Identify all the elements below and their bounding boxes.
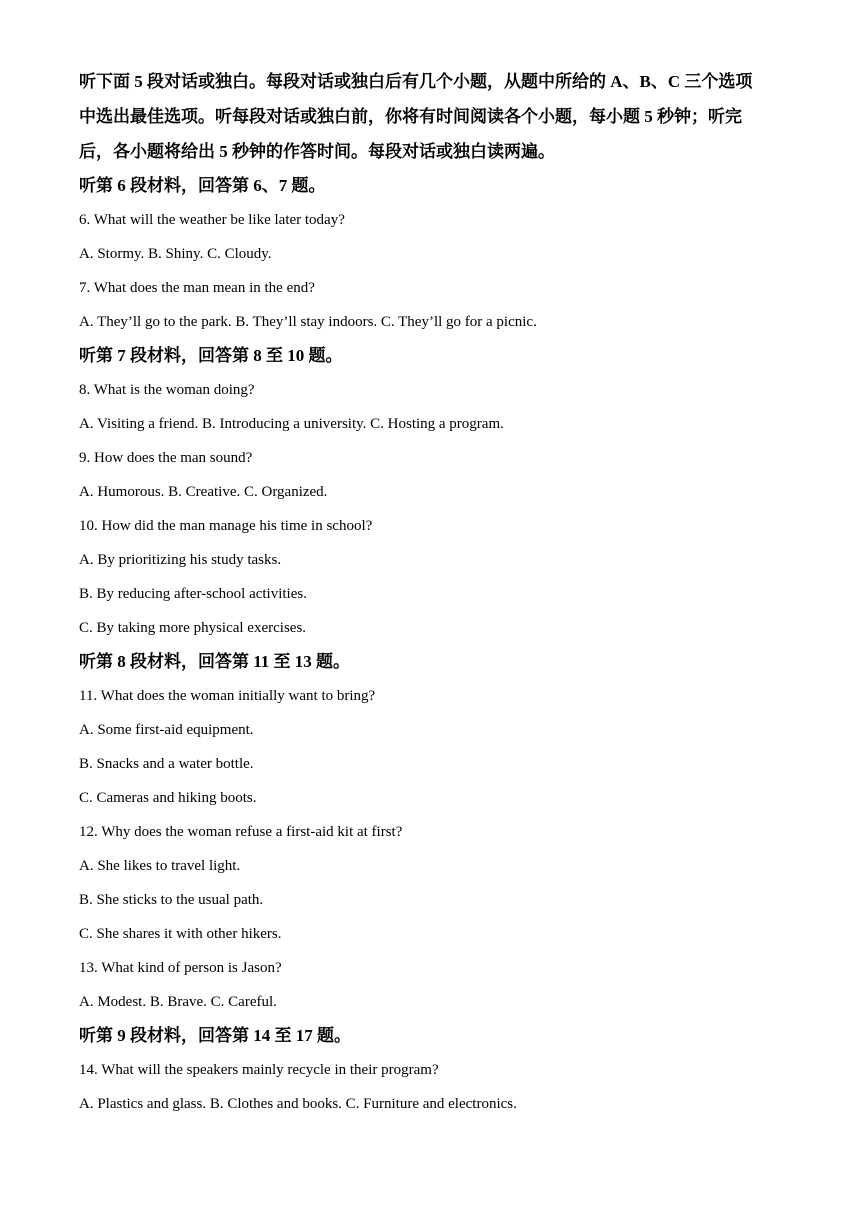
section-heading: 听第 7 段材料，回答第 8 至 10 题。: [79, 346, 343, 365]
section-heading: 听第 6 段材料，回答第 6、7 题。: [79, 176, 326, 195]
instructions-line-3: 后，各小题将给出 5 秒钟的作答时间。每段对话或独白读两遍。: [79, 142, 555, 161]
options: A. Humorous. B. Creative. C. Organized.: [79, 484, 328, 500]
question: 9. How does the man sound?: [79, 450, 253, 466]
option: B. Snacks and a water bottle.: [79, 756, 254, 772]
instructions: [79, 64, 779, 169]
question: 10. How did the man manage his time in school?: [79, 518, 373, 534]
question: 12. Why does the woman refuse a first-aid kit at first?: [79, 824, 403, 840]
option: A. By prioritizing his study tasks.: [79, 552, 282, 568]
option: A. Some first-aid equipment.: [79, 722, 254, 738]
options: A. Stormy. B. Shiny. C. Cloudy.: [79, 246, 272, 262]
options: A. Plastics and glass. B. Clothes and books. C. Furniture and electronics.: [79, 1096, 517, 1112]
question: 13. What kind of person is Jason?: [79, 960, 282, 976]
option: B. By reducing after-school activities.: [79, 586, 307, 602]
option: C. She shares it with other hikers.: [79, 926, 282, 942]
option: A. She likes to travel light.: [79, 858, 241, 874]
question: 6. What will the weather be like later today?: [79, 212, 345, 228]
options: A. Visiting a friend. B. Introducing a university. C. Hosting a program.: [79, 416, 504, 432]
question: 7. What does the man mean in the end?: [79, 280, 315, 296]
section-heading: 听第 8 段材料，回答第 11 至 13 题。: [79, 652, 351, 671]
option: C. By taking more physical exercises.: [79, 620, 307, 636]
instructions-line-1: 听下面 5 段对话或独白。每段对话或独白后有几个小题，从题中所给的 A、B、C 三个选项: [79, 72, 753, 91]
options: A. Modest. B. Brave. C. Careful.: [79, 994, 277, 1010]
document-page: [79, 64, 779, 1121]
section-heading: 听第 9 段材料，回答第 14 至 17 题。: [79, 1026, 351, 1045]
question: 8. What is the woman doing?: [79, 382, 255, 398]
question: 11. What does the woman initially want to bring?: [79, 688, 376, 704]
option: C. Cameras and hiking boots.: [79, 790, 257, 806]
question: 14. What will the speakers mainly recycle in their program?: [79, 1062, 439, 1078]
instructions-line-2: 中选出最佳选项。听每段对话或独白前，你将有时间阅读各个小题，每小题 5 秒钟；听完: [79, 107, 742, 126]
option: B. She sticks to the usual path.: [79, 892, 264, 908]
options: A. They’ll go to the park. B. They’ll stay indoors. C. They’ll go for a picnic.: [79, 314, 537, 330]
